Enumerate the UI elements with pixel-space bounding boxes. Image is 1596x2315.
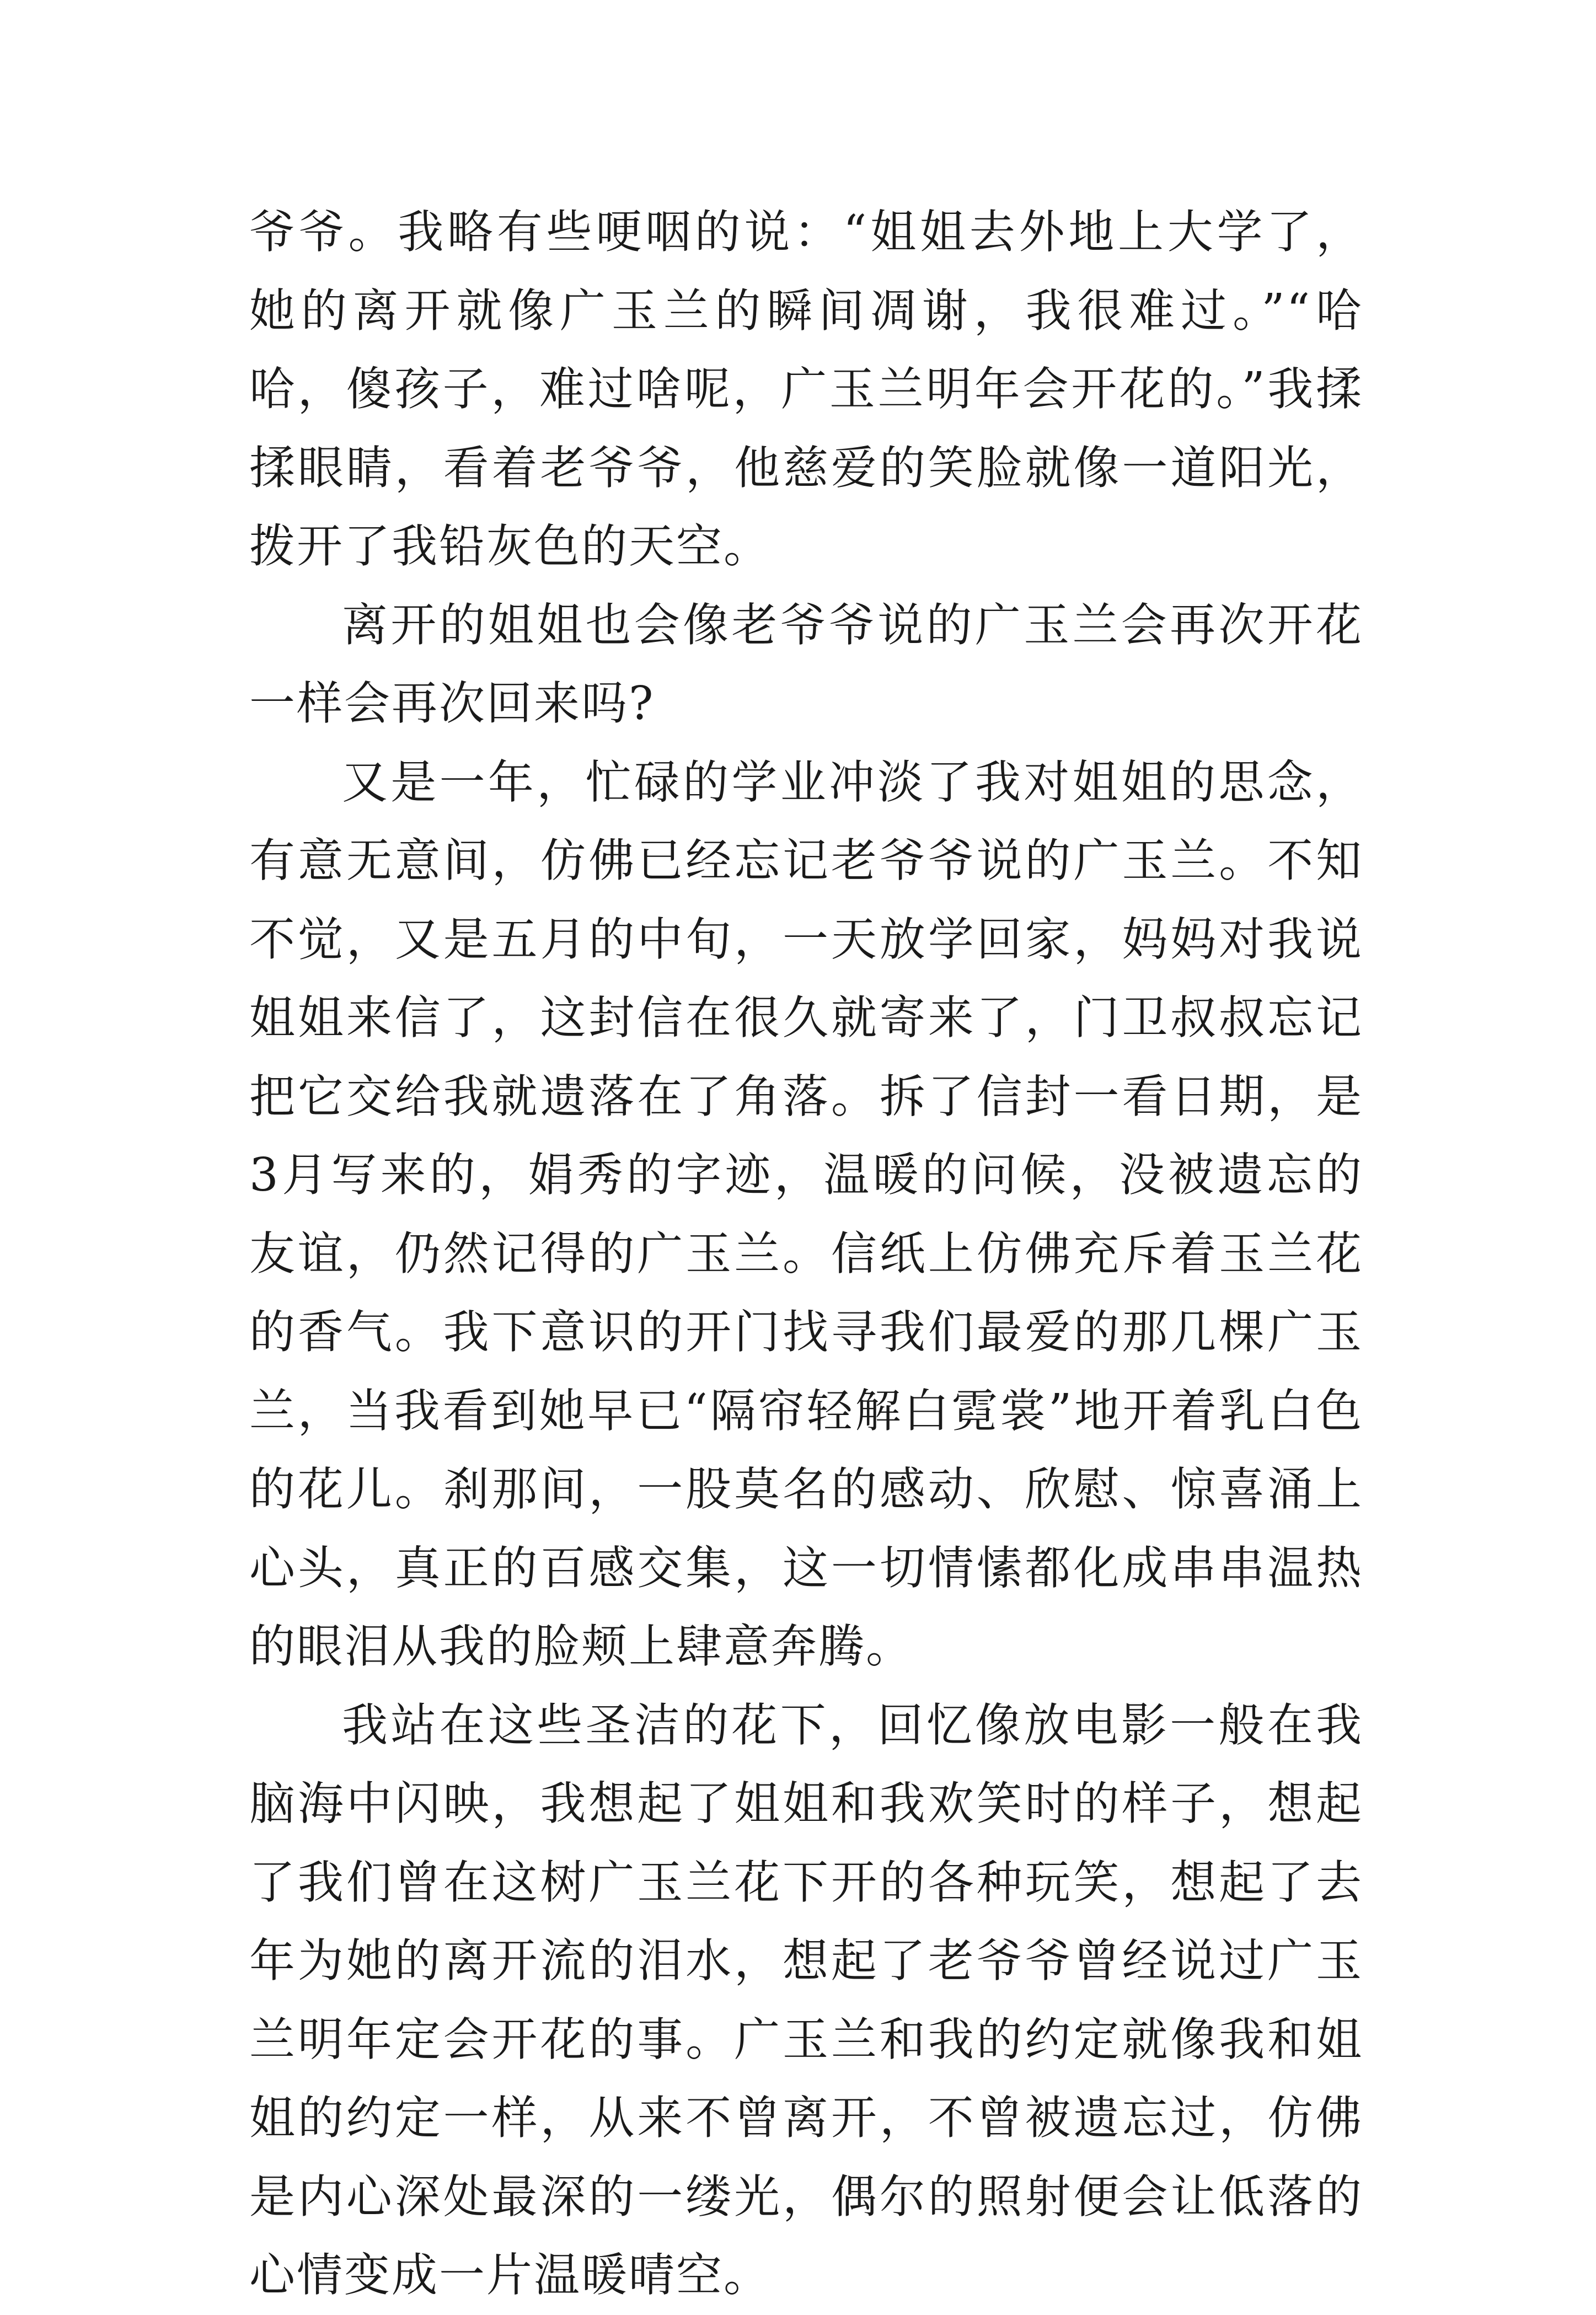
paragraph-4: 我站在这些圣洁的花下，回忆像放电影一般在我脑海中闪映，我想起了姐姐和我欢笑时的样子，想起了我们曾在这树广玉兰花下开的各种玩笑，想起了去年为她的离开流的泪水，想起了老爷爷曾经说过广玉兰明年定会开花的事。广玉兰和我的约定就像我和姐姐的约定一样，从来不曾离开，不曾被遗忘过，仿佛是内心深处最深的一缕光，偶尔的照射便会让低落的心情变成一片温暖晴空。 [249, 1698, 1363, 2302]
document-body [249, 193, 1363, 2315]
paragraph-3: 又是一年，忙碌的学业冲淡了我对姐姐的思念，有意无意间，仿佛已经忘记老爷爷说的广玉兰。不知不觉，又是五月的中旬，一天放学回家，妈妈对我说姐姐来信了，这封信在很久就寄来了，门卫叔叔忘记把它交给我就遗落在了角落。拆了信封一看日期，是3月写来的，娟秀的字迹，温暖的问候，没被遗忘的友谊，仍然记得的广玉兰。信纸上仿佛充斥着玉兰花的香气。我下意识的开门找寻我们最爱的那几棵广玉兰，当我看到她早已“隔帘轻解白霓裳”地开着乳白色的花儿。刹那间，一股莫名的感动、欣慰、惊喜涌上心头，真正的百感交集，这一切情愫都化成串串温热的眼泪从我的脸颊上肆意奔腾。 [249, 755, 1363, 1673]
paragraph-1: 爷爷。我略有些哽咽的说：“姐姐去外地上大学了，她的离开就像广玉兰的瞬间凋谢，我很难过。”“哈哈，傻孩子，难过啥呢，广玉兰明年会开花的。”我揉揉眼睛，看着老爷爷，他慈爱的笑脸就像一道阳光，拨开了我铅灰色的天空。 [249, 205, 1363, 573]
paragraph-2: 离开的姐姐也会像老爷爷说的广玉兰会再次开花一样会再次回来吗? [249, 598, 1363, 730]
